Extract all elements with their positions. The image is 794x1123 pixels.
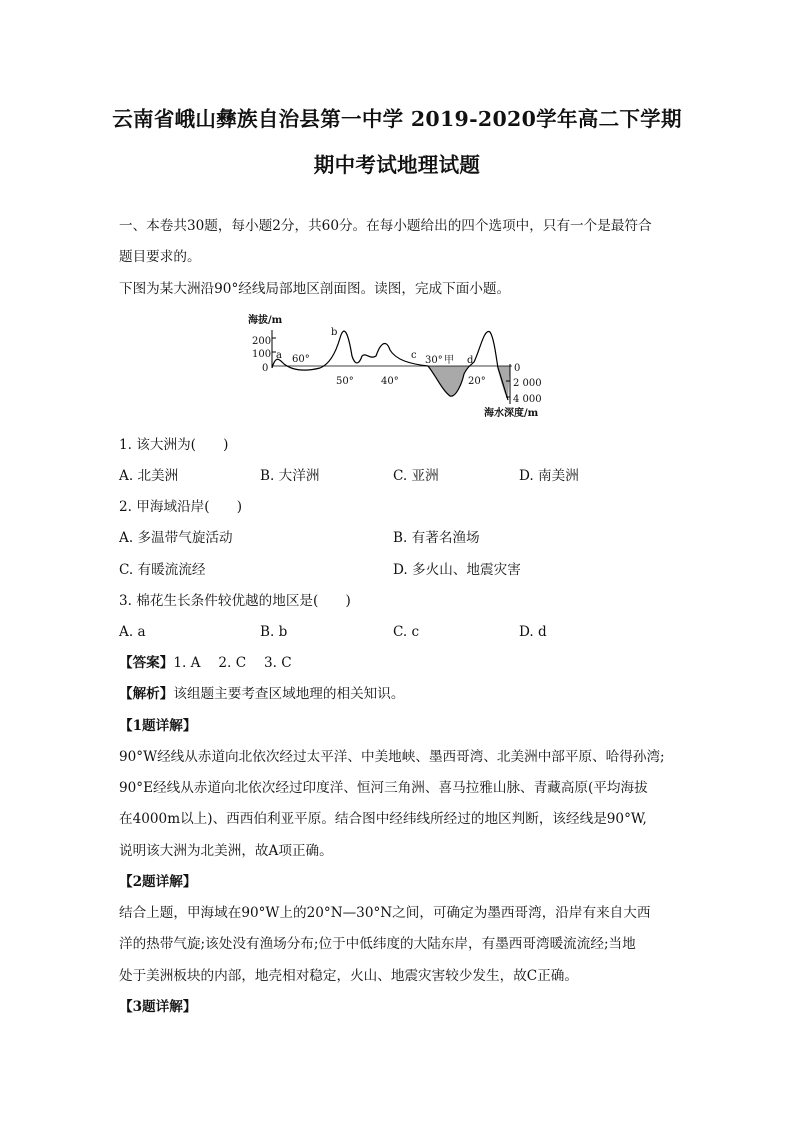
q2-option-a: A. 多温带气旋活动 [119,530,233,546]
title-line-1: 云南省峨山彝族自治县第一中学 2019-2020学年高二下学期 [112,107,682,131]
detail-2-line-3: 处于美洲板块的内部，地壳相对稳定，火山、地震灾害较少发生，故C正确。 [119,968,578,984]
question-1-stem: 1. 该大洲为( ) [119,437,229,453]
detail-1-line-1: 90°W经线从赤道向北依次经过太平洋、中美地峡、墨西哥湾、北美洲中部平原、哈得孙湾; [119,749,665,765]
title-line-2: 期中考试地理试题 [313,153,481,177]
q3-option-d: D. d [519,624,547,640]
question-2-stem: 2. 甲海域沿岸( ) [119,499,243,515]
lat-20: 20° [468,376,486,387]
left-tick-0: 0 [262,363,269,374]
question-3-stem: 3. 棉花生长条件较优越的地区是( ) [119,593,351,609]
detail-1-line-2: 90°E经线从赤道向北依次经过印度洋、恒河三角洲、喜马拉雅山脉、青藏高原(平均海拔 [119,780,648,796]
q2-option-c: C. 有暖流流经 [119,562,206,578]
q3-option-b: B. b [260,624,288,640]
y-label-bottom: 海水深度/m [484,408,539,419]
detail-2-line-1: 结合上题，甲海域在90°W上的20°N—30°N之间，可确定为墨西哥湾，沿岸有来自大西 [119,905,651,921]
right-tick-2000: 2 000 [513,378,542,389]
detail-3-heading: 【3题详解】 [119,999,197,1015]
answer-label: 【答案】 [119,655,174,671]
lat-30: 30° [425,355,443,366]
q3-option-c: C. c [393,624,420,640]
q1-option-a: A. 北美洲 [119,468,179,484]
detail-1-line-3: 在4000m以上)、西西伯利亚平原。结合图中经纬线所经过的地区判断，该经线是90°W, [119,811,647,827]
analysis-line [119,685,679,703]
left-tick-100: 100 [252,349,272,360]
answer-line [119,654,679,672]
lat-50: 50° [336,376,354,387]
sea-area-west [428,366,469,396]
right-tick-4000: 4 000 [513,394,542,405]
detail-2-line-2: 洋的热带气旋;该处没有渔场分布;位于中低纬度的大陆东岸，有墨西哥湾暖流流经;当地 [119,936,636,952]
point-jia: 甲 [444,355,454,366]
q2-option-d: D. 多火山、地震灾害 [393,562,521,578]
left-tick-200: 200 [252,336,272,347]
intro-line-3: 下图为某大洲沿90°经线局部地区剖面图。读图，完成下面小题。 [119,281,511,297]
detail-1-line-4: 说明该大洲为北美洲，故A项正确。 [119,843,333,859]
point-d: d [467,355,474,366]
point-c: c [411,350,417,361]
detail-1-heading: 【1题详解】 [119,718,197,734]
analysis-label: 【解析】 [119,686,174,702]
right-tick-0: 0 [514,363,521,374]
q1-option-d: D. 南美洲 [519,468,579,484]
q3-option-a: A. a [119,624,146,640]
answer-text: 1. A 2. C 3. C [173,655,292,671]
detail-2-heading: 【2题详解】 [119,874,197,890]
point-a: a [276,350,282,361]
point-b: b [331,327,338,338]
analysis-text: 该组题主要考查区域地理的相关知识。 [173,686,405,702]
q1-option-b: B. 大洋洲 [260,468,320,484]
q2-option-b: B. 有著名渔场 [393,530,480,546]
intro-line-1: 一、本卷共30题，每小题2分，共60分。在每小题给出的四个选项中，只有一个是最符合 [119,218,652,234]
y-label-top: 海拔/m [248,315,283,326]
profile-figure [240,308,560,420]
lat-60: 60° [292,354,310,365]
q1-option-c: C. 亚洲 [393,468,439,484]
intro-line-2: 题目要求的。 [119,249,201,265]
lat-40: 40° [381,376,399,387]
